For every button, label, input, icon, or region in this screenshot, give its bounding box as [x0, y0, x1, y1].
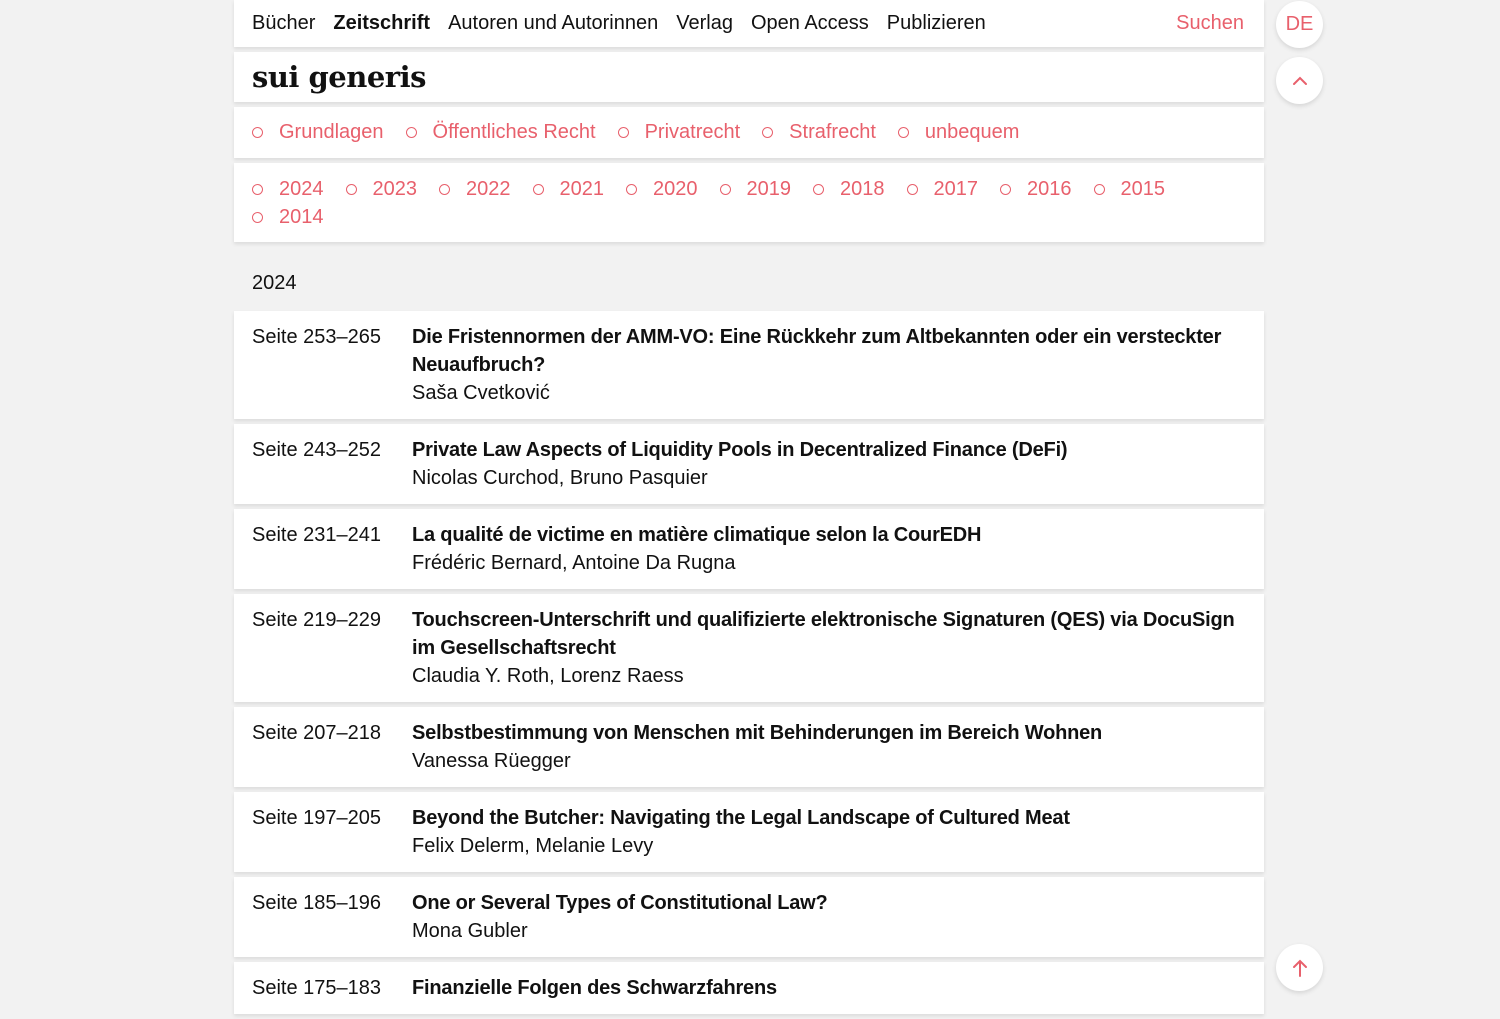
language-button[interactable]: DE [1276, 1, 1323, 48]
article-item[interactable] [234, 509, 1264, 589]
year-heading: 2024 [252, 272, 297, 294]
article-pages: Seite 253–265 [252, 326, 382, 348]
radio-icon [813, 184, 824, 195]
journal-title: sui generis [252, 60, 426, 94]
filter-year[interactable]: 2018 [813, 175, 885, 203]
radio-icon [533, 184, 544, 195]
article-pages: Seite 231–241 [252, 524, 382, 546]
radio-icon [406, 127, 417, 138]
filter-year[interactable]: 2024 [252, 175, 324, 203]
radio-icon [626, 184, 637, 195]
filter-year[interactable]: 2016 [1000, 175, 1072, 203]
filter-year[interactable]: 2021 [533, 175, 605, 203]
filter-year[interactable]: 2017 [907, 175, 979, 203]
article-title[interactable]: Die Fristennormen der AMM-VO: Eine Rückkehr zum Altbekannten oder ein versteckter Neuaufbruch? [412, 326, 1222, 376]
article-item[interactable] [234, 792, 1264, 872]
article-item[interactable] [234, 424, 1264, 504]
radio-icon [252, 184, 263, 195]
nav-item-verlag[interactable]: Verlag [676, 12, 733, 34]
article-pages: Seite 243–252 [252, 439, 382, 461]
radio-icon [252, 127, 263, 138]
nav-item-zeitschrift[interactable]: Zeitschrift [333, 12, 431, 34]
radio-icon [1000, 184, 1011, 195]
category-filters [234, 107, 1264, 158]
article-title[interactable]: Selbstbestimmung von Menschen mit Behinderungen im Bereich Wohnen [412, 722, 1103, 744]
filter-strafrecht[interactable]: Strafrecht [762, 119, 876, 147]
article-item[interactable] [234, 962, 1264, 1014]
chevron-up-icon [1291, 72, 1309, 90]
article-pages: Seite 175–183 [252, 977, 382, 999]
nav-item-open-access[interactable]: Open Access [750, 12, 869, 34]
article-item[interactable] [234, 877, 1264, 957]
filter-oeffentliches-recht[interactable]: Öffentliches Recht [406, 119, 596, 147]
radio-icon [907, 184, 918, 195]
article-authors: Vanessa Rüegger [412, 750, 571, 772]
search-link[interactable]: Suchen [1176, 12, 1244, 34]
article-item[interactable] [234, 594, 1264, 702]
article-pages: Seite 197–205 [252, 807, 382, 829]
radio-icon [898, 127, 909, 138]
article-authors: Nicolas Curchod, Bruno Pasquier [412, 467, 708, 489]
radio-icon [346, 184, 357, 195]
filter-year[interactable]: 2014 [252, 203, 324, 231]
article-title[interactable]: Finanzielle Folgen des Schwarzfahrens [412, 977, 777, 999]
back-to-top-button[interactable] [1276, 944, 1323, 991]
radio-icon [618, 127, 629, 138]
article-authors: Mona Gubler [412, 920, 528, 942]
article-title[interactable]: Private Law Aspects of Liquidity Pools in Decentralized Finance (DeFi) [412, 439, 1068, 461]
nav-item-buecher[interactable]: Bücher [252, 12, 316, 34]
article-item[interactable] [234, 707, 1264, 787]
scroll-up-button[interactable] [1276, 57, 1323, 104]
filter-unbequem[interactable]: unbequem [898, 119, 1020, 147]
article-title[interactable]: Beyond the Butcher: Navigating the Legal Landscape of Cultured Meat [412, 807, 1070, 829]
radio-icon [762, 127, 773, 138]
nav-item-autoren[interactable]: Autoren und Autorinnen [448, 12, 659, 34]
article-title[interactable]: One or Several Types of Constitutional Law? [412, 892, 828, 914]
filter-year[interactable]: 2019 [720, 175, 792, 203]
filter-year[interactable]: 2022 [439, 175, 511, 203]
article-title[interactable]: La qualité de victime en matière climatique selon la CourEDH [412, 524, 982, 546]
article-authors: Frédéric Bernard, Antoine Da Rugna [412, 552, 736, 574]
radio-icon [1094, 184, 1105, 195]
radio-icon [252, 212, 263, 223]
filter-grundlagen[interactable]: Grundlagen [252, 119, 384, 147]
article-list [234, 311, 1264, 1019]
year-filters [234, 163, 1264, 242]
filter-year[interactable]: 2020 [626, 175, 698, 203]
filter-year[interactable]: 2015 [1094, 175, 1166, 203]
article-title[interactable]: Touchscreen-Unterschrift und qualifizierte elektronische Signaturen (QES) via DocuSign im Gesellschaftsrecht [412, 609, 1235, 659]
journal-header [234, 52, 1264, 102]
radio-icon [439, 184, 450, 195]
filter-year[interactable]: 2023 [346, 175, 418, 203]
filter-privatrecht[interactable]: Privatrecht [618, 119, 741, 147]
arrow-up-icon [1291, 958, 1309, 978]
article-pages: Seite 207–218 [252, 722, 382, 744]
top-nav [234, 0, 1264, 47]
article-authors: Claudia Y. Roth, Lorenz Raess [412, 665, 684, 687]
radio-icon [720, 184, 731, 195]
article-pages: Seite 185–196 [252, 892, 382, 914]
article-item[interactable] [234, 311, 1264, 419]
nav-item-publizieren[interactable]: Publizieren [886, 12, 986, 34]
article-pages: Seite 219–229 [252, 609, 382, 631]
article-authors: Saša Cvetković [412, 382, 550, 404]
article-authors: Felix Delerm, Melanie Levy [412, 835, 654, 857]
